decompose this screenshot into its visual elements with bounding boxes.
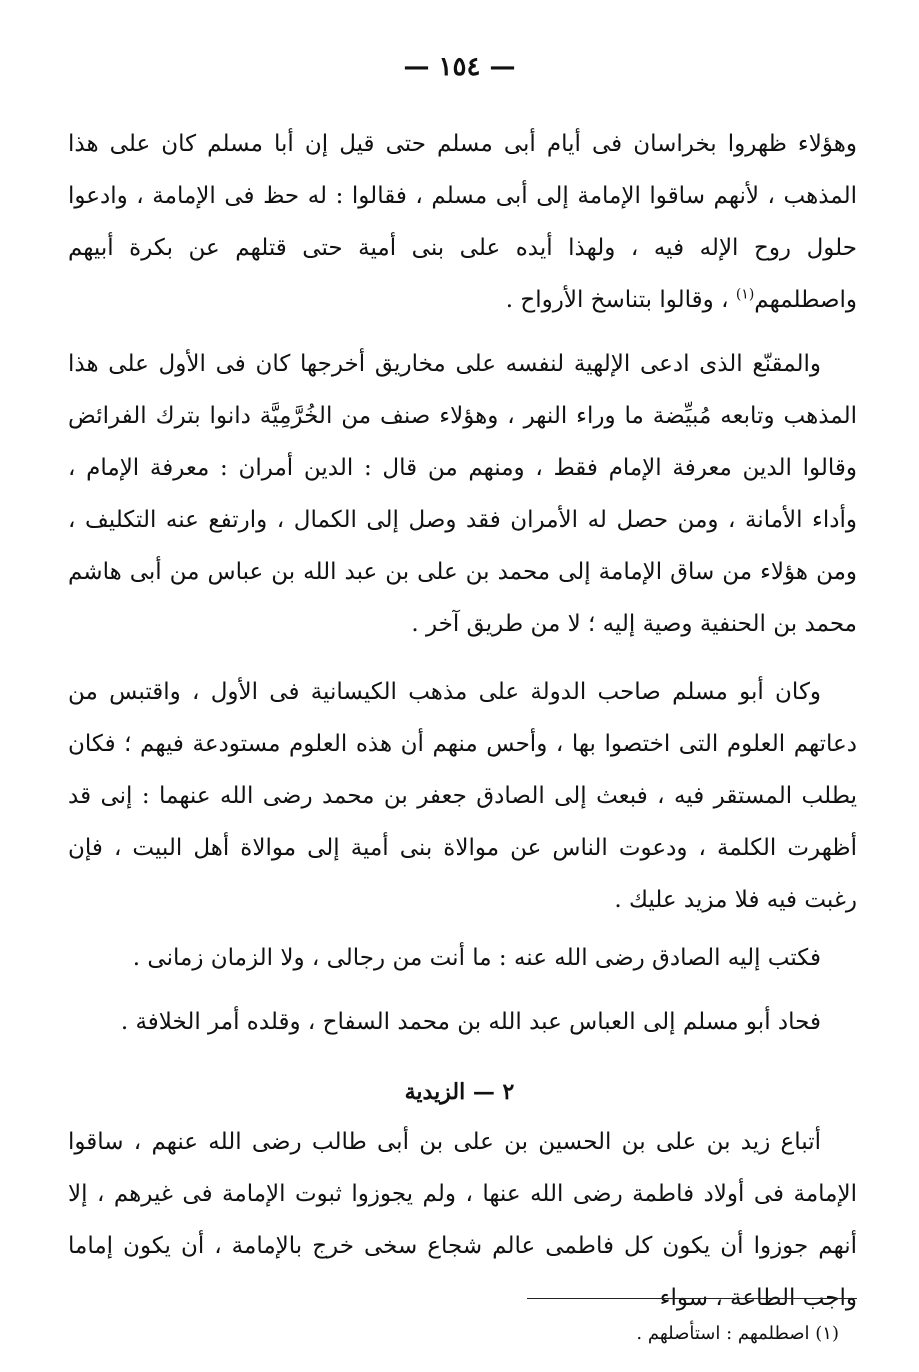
paragraph-6-text: أتباع زيد بن على بن الحسين بن على بن أبى طالب رضى الله عنهم ، ساقوا الإمامة فى أولاد فاطمة رضى الله عنها ، ولم يجوزوا ثبوت الإمامة فى غيرهم ، إلا أنهم جوزوا أن يكون كل فاطمى عالم شجاع سخى خرج بالإمامة ، أن يكون إماما واجب الطاعة ، سواء (68, 1129, 857, 1311)
paragraph-5-text: فحاد أبو مسلم إلى العباس عبد الله بن محمد السفاح ، وقلده أمر الخلافة . (120, 1009, 821, 1035)
footnote-divider (527, 1298, 857, 1299)
paragraph-4-text: فكتب إليه الصادق رضى الله عنه : ما أنت من رجالى ، ولا الزمان زمانى . (132, 945, 821, 971)
paragraph-3 (68, 666, 857, 926)
section-heading: ٢ — الزيدية (404, 1079, 515, 1105)
footnote-marker: (١) (735, 286, 755, 303)
paragraph-3-text: وكان أبو مسلم صاحب الدولة على مذهب الكيسانية فى الأول ، واقتبس من دعاتهم العلوم التى اختصوا بها ، وأحس منهم أن هذه العلوم مستودعة فيهم ؛ فكان يطلب المستقر فيه ، فبعث إلى الصادق جعفر بن محمد رضى الله عنهما : إنى قد أظهرت الكلمة ، ودعوت الناس عن موالاة بنى أمية إلى موالاة أهل البيت ، فإن رغبت فيه فلا مزيد عليك . (68, 679, 857, 913)
paragraph-2-text: والمقنّع الذى ادعى الإلهية لنفسه على مخاريق أخرجها كان فى الأول على هذا المذهب وتابعه مُبيِّضة ما وراء النهر ، وهؤلاء صنف من الخُرَّمِيَّة دانوا بترك الفرائض وقالوا الدين معرفة الإمام فقط ، ومنهم من قال : الدين أمران : معرفة الإمام ، وأداء الأمانة ، ومن حصل له الأمران فقد وصل إلى الكمال ، وارتفع عنه التكليف ، ومن هؤلاء من ساق الإمامة إلى محمد بن على بن عبد الله بن عباس من أبى هاشم محمد بن الحنفية وصية إليه ؛ لا من طريق آخر . (68, 351, 857, 637)
paragraph-1 (68, 118, 857, 326)
paragraph-5 (68, 996, 857, 1048)
page-number: — ١٥٤ — (403, 52, 516, 82)
paragraph-4 (68, 932, 857, 984)
footnote: (١) اصطلمهم : استأصلهم . (636, 1323, 839, 1344)
paragraph-1-tail: ، وقالوا بتناسخ الأرواح . (505, 287, 729, 313)
paragraph-6 (68, 1116, 857, 1324)
paragraph-1-text: وهؤلاء ظهروا بخراسان فى أيام أبى مسلم حتى قيل إن أبا مسلم كان على هذا المذهب ، لأنهم ساقوا الإمامة إلى أبى مسلم ، فقالوا : له حظ فى الإمامة ، وادعوا حلول روح الإله فيه ، ولهذا أيده على بنى أمية حتى قتلهم عن بكرة أبيهم واصطلمهم (68, 131, 857, 313)
paragraph-2 (68, 338, 857, 650)
